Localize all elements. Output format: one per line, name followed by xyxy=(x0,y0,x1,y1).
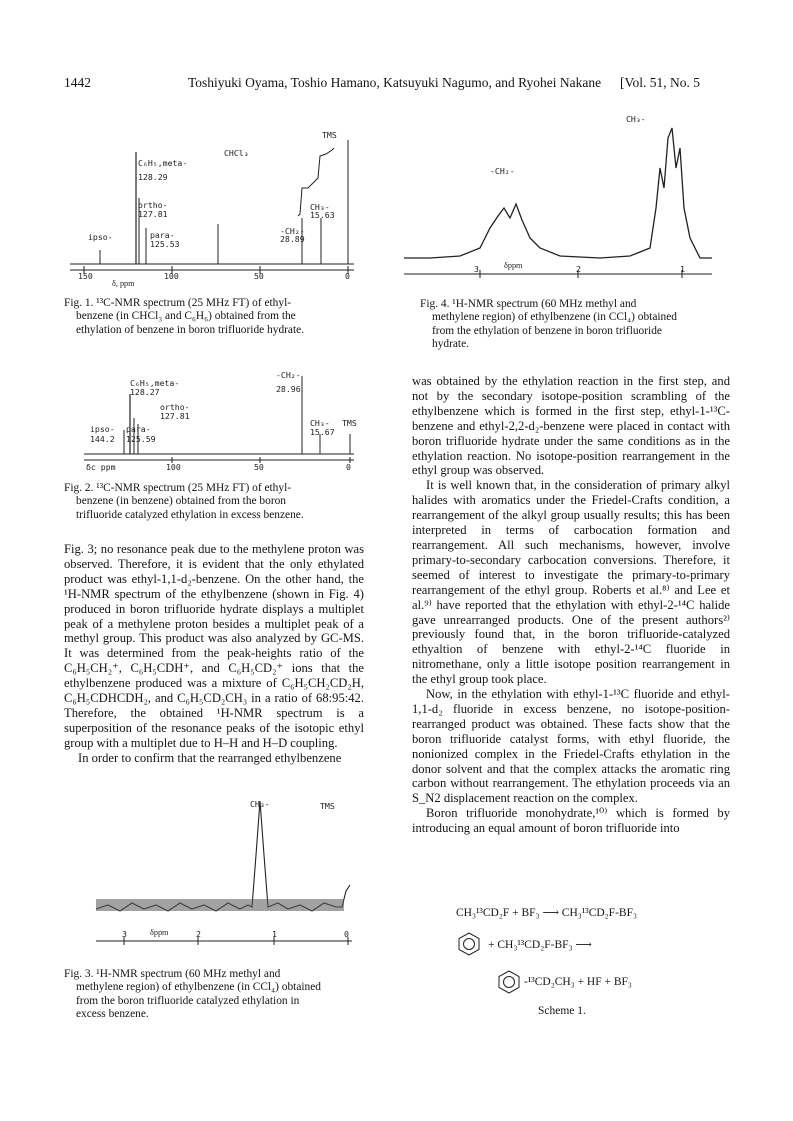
fig1-tick-50: 50 xyxy=(254,271,264,281)
fig2-label-para-val: 125.59 xyxy=(126,434,156,444)
fig2-label-ortho-val: 127.81 xyxy=(160,411,190,421)
fig3-noise-band xyxy=(96,801,350,911)
left-column-text xyxy=(64,542,364,766)
fig2-tick-50: 50 xyxy=(254,462,264,472)
fig4-tick-3: 3 xyxy=(474,264,479,274)
scheme-title: Scheme 1. xyxy=(538,1005,586,1017)
fig2-tick-unit: δc ppm xyxy=(86,462,116,472)
fig4-caption xyxy=(420,298,716,351)
paragraph: was obtained by the ethylation reaction in the first step, and not by the secondary isotope-position scrambling of the ethylbenzene which is formed in the first step, ethyl-1-¹³C-benzene and ethyl-2,2-d₂-benzene were placed in contact with boron trifluoride hydrate under the same conditions as in the ethylation reaction. No isotope-position rearrangement in the ethyl group was observed. xyxy=(412,374,730,478)
scheme-1 xyxy=(456,905,726,1017)
fig2-label-ch2: -CH₂- xyxy=(276,370,301,380)
fig2-caption-line: benzene (in benzene) obtained from the boron xyxy=(76,495,287,508)
fig3-axis-unit: δppm xyxy=(150,928,169,937)
fig3-caption xyxy=(64,968,364,1021)
running-authors: Toshiyuki Oyama, Toshio Hamano, Katsuyuki Nagumo, and Ryohei Nakane xyxy=(188,75,602,90)
fig4-trace xyxy=(404,128,712,258)
benzene-ring-icon xyxy=(496,969,522,995)
fig1-label-ch2: -CH₂- xyxy=(280,226,305,236)
fig4-caption-line: methylene region) of ethylbenzene (in CCl₄) obtained xyxy=(432,311,677,324)
fig3-label-ch3: CH₃- xyxy=(250,799,270,809)
fig3-tick-2: 2 xyxy=(196,929,201,939)
fig4-axis-unit: δppm xyxy=(504,261,523,270)
fig1-label-ipso: ipso- xyxy=(88,232,113,242)
fig1-caption xyxy=(64,297,364,337)
paragraph: In order to confirm that the rearranged ethylbenzene xyxy=(78,750,342,765)
volume-info: [Vol. 51, No. 5 xyxy=(620,75,701,90)
fig2-label-ch3: CH₃- xyxy=(310,418,330,428)
fig3-tick-1: 1 xyxy=(272,929,277,939)
fig2-caption xyxy=(64,482,364,522)
fig1-label-ch2-val: 28.89 xyxy=(280,234,305,244)
paragraph: Fig. 3; no resonance peak due to the methylene proton was observed. Therefore, it is evident that the only ethylated product was ethyl-1,1-d₂-benzene. On the other hand, the ¹H-NMR spectrum of the ethylbenzene (shown in Fig. 4) produced in boron trifluoride hydrate displays a multiplet peak of a methylene proton besides a multiplet peak of a methyl group. This product was also analyzed by GC-MS. It was determined from the peak-heights ratio of the C₆H₅CH₂⁺, C₆H₅CDH⁺, and C₆H₅CD₂⁺ ions that the ethylbenzene produced was a mixture of C₆H₅CH₂CD₂H, C₆H₅CDHCDH₂, and C₆H₅CD₂CH₃ in a ratio of 68:95:42. Therefore, the obtained ¹H-NMR spectrum is a superposition of the resonance peaks of the isotopic ethyl group with a multiplet due to H–H and H–D coupling. xyxy=(64,542,364,750)
fig2-spectrum xyxy=(64,362,364,474)
fig3-tick-0: 0 xyxy=(344,929,349,939)
fig1-label-chcl3: CHCl₃ xyxy=(224,148,249,158)
fig1-label-para: para- xyxy=(150,230,175,240)
scheme-line-3-row xyxy=(496,969,726,995)
fig2-label-ch2-val: 28.96 xyxy=(276,384,301,394)
fig1-label-ortho: ortho- xyxy=(138,200,168,210)
scheme-line-2-row xyxy=(456,931,726,957)
fig1-label-ortho-val: 127.81 xyxy=(138,209,168,219)
fig2-label-ipso-val: 144.2 xyxy=(90,434,115,444)
fig4-label-ch2: -CH₂- xyxy=(490,166,515,176)
fig2-label-ortho: ortho- xyxy=(160,402,190,412)
fig4-label-ch3: CH₃- xyxy=(626,114,646,124)
paragraph: Boron trifluoride monohydrate,¹⁰⁾ which is formed by introducing an equal amount of boron trifluoride into xyxy=(412,806,730,836)
fig1-tick-100: 100 xyxy=(164,271,179,281)
fig1-label-meta: C₆H₅,meta- xyxy=(138,158,188,168)
fig1-label-meta-val: 128.29 xyxy=(138,172,168,182)
fig3-spectrum xyxy=(88,795,360,967)
fig2-tick-100: 100 xyxy=(166,462,181,472)
fig1-label-tms: TMS xyxy=(322,130,337,140)
right-column-text xyxy=(412,374,730,836)
fig3-caption-line: methylene region) of ethylbenzene (in CCl₄) obtained xyxy=(76,981,321,994)
benzene-ring-icon xyxy=(456,931,482,957)
paragraph: Now, in the ethylation with ethyl-1-¹³C fluoride and ethyl-1,1-d₂ fluoride in excess benzene, no isotope-position-rearranged product was obtained. These facts show that the boron trifluoride catalyst forms, with ethyl fluoride, the nonionized complex in the Friedel-Crafts ethylation in the donor solvent and that the complex attacks the aromatic ring carbon without rearrangement. The ethylation proceeds via an S_N2 displacement reaction on the complex. xyxy=(412,687,730,806)
fig2-caption-line: Fig. 2. ¹³C-NMR spectrum (25 MHz FT) of ethyl- xyxy=(64,482,292,494)
fig2-label-tms: TMS xyxy=(342,418,357,428)
fig1-tick-150: 150 xyxy=(78,271,93,281)
fig3-caption-line: Fig. 3. ¹H-NMR spectrum (60 MHz methyl and xyxy=(64,968,281,980)
fig2-label-ch3-val: 15.67 xyxy=(310,427,335,437)
fig1-caption-line: Fig. 1. ¹³C-NMR spectrum (25 MHz FT) of ethyl- xyxy=(64,297,292,309)
fig3-tick-3: 3 xyxy=(122,929,127,939)
fig4-tick-2: 2 xyxy=(576,264,581,274)
fig1-label-ch3: CH₃- xyxy=(310,202,330,212)
fig3-caption-line: excess benzene. xyxy=(76,1007,149,1020)
fig1-caption-line: ethylation of benzene in boron trifluoride hydrate. xyxy=(76,323,305,336)
fig1-label-ch3-val: 15.63 xyxy=(310,210,335,220)
fig3-caption-line: from the boron trifluoride catalyzed ethylation in xyxy=(76,994,300,1007)
scheme-line-1: CH₃¹³CD₂F + BF₃ ⟶ CH₃¹³CD₂F-BF₃ xyxy=(456,907,637,919)
page-number: 1442 xyxy=(64,75,91,90)
fig1-spectrum xyxy=(64,118,364,290)
fig2-label-meta-val: 128.27 xyxy=(130,387,160,397)
fig3-label-tms: TMS xyxy=(320,801,335,811)
fig2-label-ipso: ipso- xyxy=(90,424,115,434)
fig1-tick-0: 0 xyxy=(345,271,350,281)
fig2-label-para: para- xyxy=(126,424,151,434)
fig4-caption-line: hydrate. xyxy=(432,337,470,350)
paragraph: It is well known that, in the consideration of primary alkyl halides with aromatics under the Friedel-Crafts condition, a rearrangement of the alkyl group usually results; this has been interpreted in terms of carbocation formation and rearrangement. All such mechanisms, however, involve primary-to-secondary carbocation conversions. Therefore, it seemed of interest to investigate the primary-to-primary rearrangement of the ethyl group. Roberts et al.⁸⁾ and Lee et al.⁹⁾ have reported that the ethylation with ethyl-2-¹⁴C halide gave unrearranged products. One of the present authors²⁾ previously found that, in the boron trifluoride-catalyzed ethyaltion of benzene with ethyl-2-¹⁴C fluoride in nitromethane, only a little isotope position rearrangement in the ethyl group took place. xyxy=(412,478,730,687)
scheme-line-2: + CH₃¹³CD₂F-BF₃ ⟶ xyxy=(488,939,592,951)
fig4-caption-line: from the ethylation of benzene in boron trifluoride xyxy=(432,324,662,337)
fig2-tick-0: 0 xyxy=(346,462,351,472)
fig2-label-meta: C₆H₅,meta- xyxy=(130,378,180,388)
scheme-line-3: -¹³CD₂CH₃ + HF + BF₃ xyxy=(524,976,632,988)
fig1-label-para-val: 125.53 xyxy=(150,239,180,249)
fig4-caption-line: Fig. 4. ¹H-NMR spectrum (60 MHz methyl and xyxy=(420,298,637,310)
fig4-tick-1: 1 xyxy=(680,264,685,274)
fig2-caption-line: trifluoride catalyzed ethylation in excess benzene. xyxy=(76,508,304,521)
fig1-axis-unit: δ, ppm xyxy=(112,279,135,288)
fig4-spectrum xyxy=(400,108,720,288)
fig1-caption-line: benzene (in CHCl₃ and C₆H₆) obtained from the xyxy=(76,310,296,323)
